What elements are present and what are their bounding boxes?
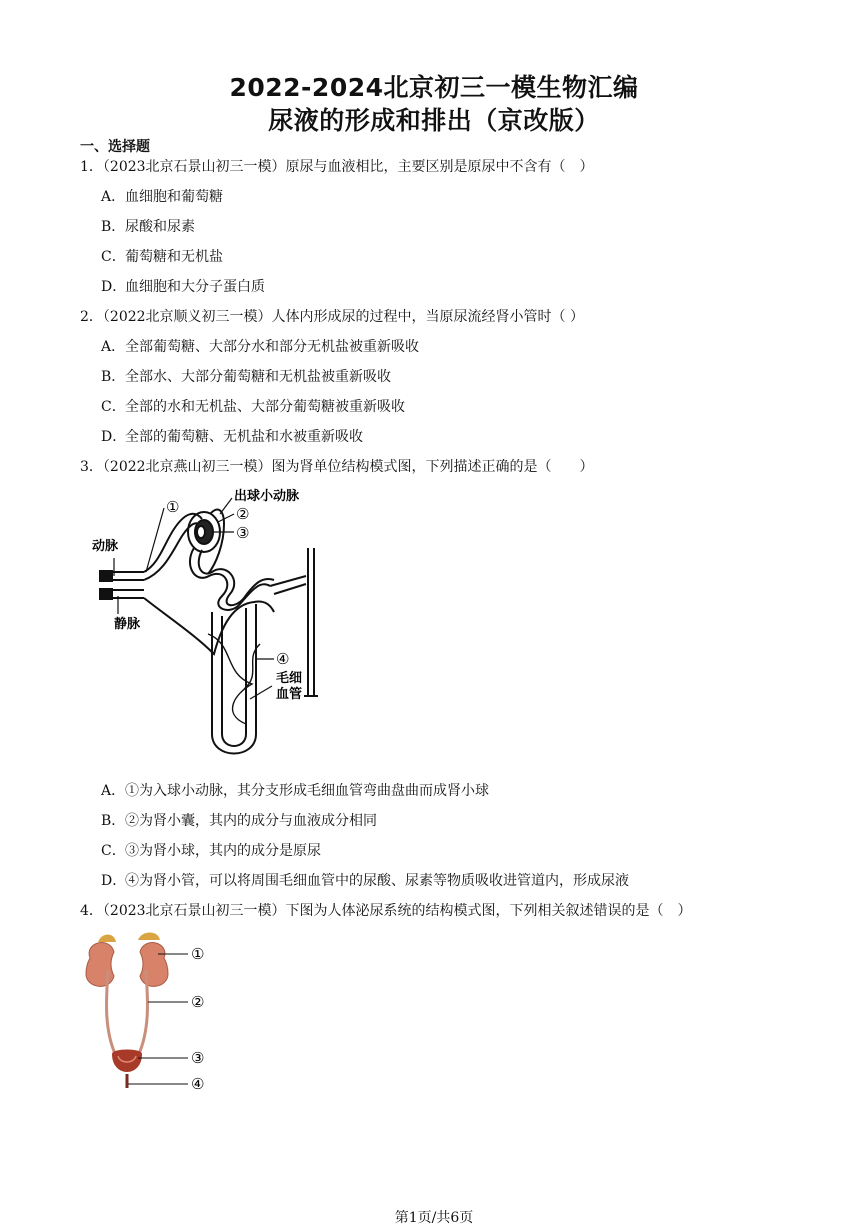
question-3-option-b[interactable] xyxy=(101,810,377,830)
option-text: 尿酸和尿素 xyxy=(125,219,195,235)
nephron-diagram xyxy=(84,484,334,766)
section-title: 一、选择题 xyxy=(80,139,150,155)
vein-cut xyxy=(100,589,112,599)
glomerulus-highlight xyxy=(197,526,205,538)
right-kidney xyxy=(140,943,168,987)
option-text: 血细胞和大分子蛋白质 xyxy=(125,279,265,295)
right-ureter xyxy=(138,970,148,1056)
question-4-stem: 4．（2023北京石景山初三一模）下图为人体泌尿系统的结构模式图，下列相关叙述错误的是（ ） xyxy=(80,903,692,919)
option-text: 葡萄糖和无机盐 xyxy=(125,249,223,265)
urinary-system-diagram xyxy=(80,930,220,1095)
bladder xyxy=(112,1050,142,1073)
option-letter: C． xyxy=(101,399,126,415)
option-text: ①为入球小动脉，其分支形成毛细血管弯曲盘曲而成肾小球 xyxy=(125,783,489,799)
label-number-1: ① xyxy=(191,945,205,963)
distal-tubule-edge xyxy=(274,584,306,594)
label-number-2: ② xyxy=(236,505,250,523)
option-text: 全部葡萄糖、大部分水和部分无机盐被重新吸收 xyxy=(125,339,419,355)
option-text: 全部水、大部分葡萄糖和无机盐被重新吸收 xyxy=(125,369,391,385)
loop-of-henle xyxy=(212,604,256,754)
option-text: 全部的葡萄糖、无机盐和水被重新吸收 xyxy=(125,429,363,445)
option-text: 血细胞和葡萄糖 xyxy=(125,189,223,205)
afferent-arteriole xyxy=(144,514,202,572)
option-text: ④为肾小管，可以将周围毛细血管中的尿酸、尿素等物质吸收进管道内，形成尿液 xyxy=(125,873,629,889)
option-letter: A． xyxy=(101,783,126,799)
label-number-3: ③ xyxy=(191,1049,205,1067)
page-subtitle: 尿液的形成和排出（京改版） xyxy=(268,106,600,135)
option-letter: D． xyxy=(101,873,127,889)
label-artery: 动脉 xyxy=(92,539,119,554)
peritubular-region xyxy=(144,598,274,654)
label-capillary-line2: 血管 xyxy=(276,687,303,702)
page-footer: 第1页/共6页 xyxy=(394,1210,474,1226)
label-vein: 静脉 xyxy=(114,617,141,632)
question-2-stem: 2．（2022北京顺义初三一模）人体内形成尿的过程中，当原尿流经肾小管时（ ） xyxy=(80,309,584,325)
leader-line-capillary xyxy=(250,686,272,699)
left-kidney xyxy=(86,943,114,987)
question-2-option-b[interactable] xyxy=(101,366,391,386)
question-3-option-a[interactable] xyxy=(101,780,489,800)
label-efferent-arteriole: 出球小动脉 xyxy=(234,489,300,504)
question-3-stem: 3．（2022北京燕山初三一模）图为肾单位结构模式图，下列描述正确的是（ ） xyxy=(80,459,594,475)
label-number-1: ① xyxy=(166,498,180,516)
left-adrenal-gland xyxy=(98,935,116,943)
option-text: ②为肾小囊，其内的成分与血液成分相同 xyxy=(125,813,377,829)
distal-tubule xyxy=(270,576,306,586)
option-letter: B． xyxy=(101,219,126,235)
question-1-stem: 1．（2023北京石景山初三一模）原尿与血液相比，主要区别是原尿中不含有（ ） xyxy=(80,159,594,175)
loop-of-henle-inner xyxy=(222,608,246,746)
option-text: 全部的水和无机盐、大部分葡萄糖被重新吸收 xyxy=(125,399,405,415)
label-number-3: ③ xyxy=(236,524,250,542)
label-number-4: ④ xyxy=(191,1075,205,1093)
option-text: ③为肾小球，其内的成分是原尿 xyxy=(125,843,321,859)
right-adrenal-gland xyxy=(138,933,160,941)
question-3-option-d[interactable] xyxy=(101,870,629,890)
label-capillary-line1: 毛细 xyxy=(276,671,303,686)
option-letter: D． xyxy=(101,279,127,295)
question-2-option-a[interactable] xyxy=(101,336,419,356)
label-number-2: ② xyxy=(191,993,205,1011)
option-letter: B． xyxy=(101,813,126,829)
question-3-option-c[interactable] xyxy=(101,840,321,860)
option-letter: A． xyxy=(101,189,126,205)
option-letter: C． xyxy=(101,843,126,859)
left-ureter xyxy=(106,970,116,1056)
leader-line-efferent xyxy=(220,498,232,514)
question-1-option-b[interactable] xyxy=(101,216,195,236)
question-2-option-d[interactable] xyxy=(101,426,363,446)
page-title: 2022-2024北京初三一模生物汇编 xyxy=(229,73,639,102)
option-letter: A． xyxy=(101,339,126,355)
question-1-option-c[interactable] xyxy=(101,246,223,266)
question-2-option-c[interactable] xyxy=(101,396,405,416)
leader-line-2 xyxy=(218,514,234,522)
option-letter: C． xyxy=(101,249,126,265)
question-1-option-a[interactable] xyxy=(101,186,223,206)
label-number-4: ④ xyxy=(276,650,290,668)
artery-cut xyxy=(100,571,112,581)
option-letter: B． xyxy=(101,369,126,385)
question-1-option-d[interactable] xyxy=(101,276,265,296)
proximal-tubule-edge xyxy=(199,550,274,605)
option-letter: D． xyxy=(101,429,127,445)
